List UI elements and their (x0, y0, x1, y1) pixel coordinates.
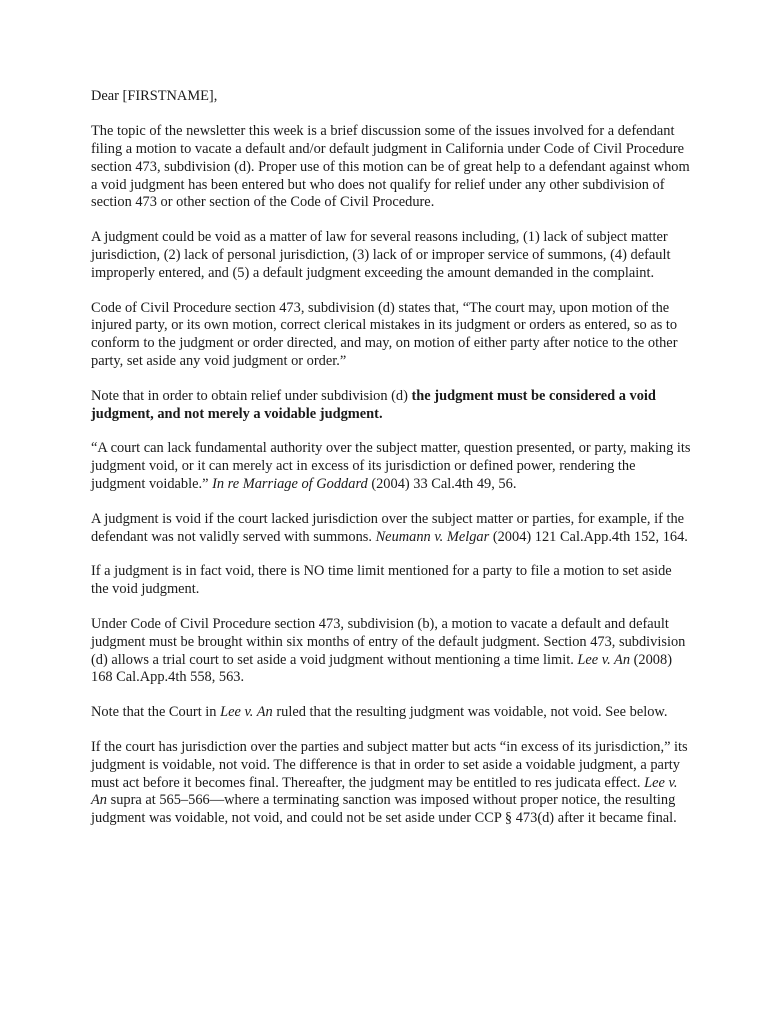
paragraph-lee-ruling (91, 704, 691, 722)
excess-jurisdiction-text: If the court has jurisdiction over the parties and subject matter but acts “in excess of its jurisdiction,” its judgment is voidable, not void. The difference is that in order to set aside a voidable judgment, a party must act before it becomes final. Thereafter, the judgment may be entitled to res judicata effect. (91, 739, 688, 791)
relief-note-text: Note that in order to obtain relief under subdivision (d) (91, 387, 412, 404)
excess-jurisdiction-tail: supra at 565–566—where a terminating sanction was imposed without proper notice, the resulting judgment was voidable, not void, and could not be set aside under CCP § 473(d) after it became final. (91, 792, 677, 827)
salutation: Dear [FIRSTNAME], (91, 88, 218, 104)
lee-citation-tail-1: (2008) 168 Cal.App.4th 558, 563. (91, 651, 672, 686)
paragraph-six-months (91, 616, 691, 687)
case-citation-lee-1: Lee v. An (577, 651, 631, 668)
paragraph-no-time-limit: If a judgment is in fact void, there is NO time limit mentioned for a party to file a motion to set aside the void judgment. (91, 563, 672, 598)
case-citation-lee-3: Lee v. An (91, 774, 678, 809)
case-citation-neumann: Neumann v. Melgar (375, 528, 490, 545)
six-months-text: Under Code of Civil Procedure section 473, subdivision (b), a motion to vacate a default and default judgment must be brought within six months of entry of the default judgment. Section 473, subdivision (d) allows a trial court to set aside a void judgment without mentioning a time limit. (91, 616, 686, 668)
case-citation-goddard: In re Marriage of Goddard (212, 476, 368, 493)
paragraph-relief-note (91, 388, 691, 424)
paragraph-intro: The topic of the newsletter this week is a brief discussion some of the issues involved for a defendant filing a motion to vacate a default and/or default judgment in California under Code of Civil Procedure section 473, subdivision (d). Proper use of this motion can be of great help to a defendant against whom a void judgment has been entered but who does not qualify for relief under any other subdivision of section 473 or other section of the Code of Civil Procedure. (91, 123, 690, 211)
paragraph-excess-jurisdiction (91, 739, 691, 828)
relief-note-emphasis: the judgment must be considered a void judgment, and not merely a voidable judgment. (91, 387, 656, 422)
letter-body (91, 88, 691, 845)
case-citation-lee-2: Lee v. An (220, 704, 273, 721)
paragraph-goddard-quote (91, 440, 691, 493)
goddard-citation-tail: (2004) 33 Cal.4th 49, 56. (367, 476, 517, 493)
paragraph-neumann (91, 511, 691, 547)
lee-ruling-text-b: ruled that the resulting judgment was voidable, not void. See below. (272, 704, 668, 721)
paragraph-void-reasons: A judgment could be void as a matter of law for several reasons including, (1) lack of subject matter jurisdiction, (2) lack of personal jurisdiction, (3) lack of or improper service of summons, (4) default improperly entered, and (5) a default judgment exceeding the amount demanded in the complaint. (91, 229, 671, 281)
goddard-quote-text: “A court can lack fundamental authority over the subject matter, question presented, or party, making its judgment void, or it can merely act in excess of its jurisdiction or defined power, rendering the judgment voidable.” (91, 440, 691, 493)
neumann-text: A judgment is void if the court lacked jurisdiction over the subject matter or parties, for example, if the defendant was not validly served with summons. (91, 510, 685, 545)
neumann-citation-tail: (2004) 121 Cal.App.4th 152, 164. (489, 528, 688, 545)
lee-ruling-text-a: Note that the Court in (91, 704, 221, 721)
paragraph-statute-quote: Code of Civil Procedure section 473, subdivision (d) states that, “The court may, upon motion of the injured party, or its own motion, correct clerical mistakes in its judgment or orders as entered, so as to conform to the judgment or order directed, and may, on motion of either party after notice to the other party, set aside any void judgment or order.” (91, 299, 678, 370)
